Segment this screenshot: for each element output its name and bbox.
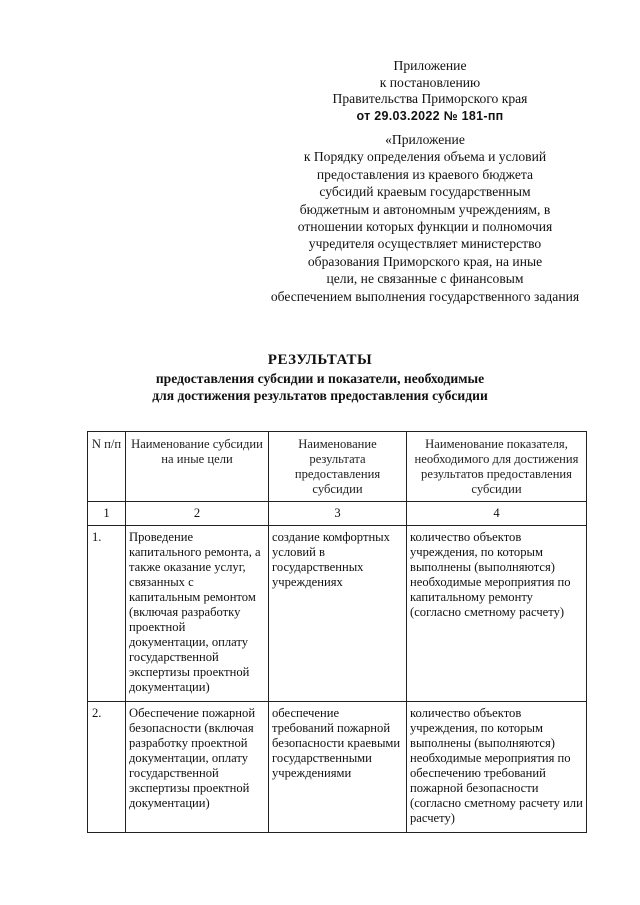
row-index: 1. xyxy=(88,526,126,702)
header-line-appendix: Приложение xyxy=(393,58,467,73)
appendix-line: отношении которых функции и полномочия xyxy=(297,219,553,235)
appendix-line: учредителя осуществляет министерство xyxy=(308,236,542,252)
appendix-line: цели, не связанные с финансовым xyxy=(326,271,524,287)
row-result: создание комфортных условий в государственных учреждениях xyxy=(269,526,407,702)
row-subsidy: Проведение капитального ремонта, а также оказание услуг, связанных с капитальным ремонтом (включая разработку проектной документации, оплату государственной экспертизы проектной документации) xyxy=(126,526,269,702)
table-row xyxy=(88,702,587,833)
row-index: 2. xyxy=(88,702,126,833)
appendix-line: «Приложение xyxy=(385,132,465,147)
table-header-row xyxy=(88,432,587,502)
resolution-header xyxy=(240,58,620,124)
column-number: 3 xyxy=(269,502,407,526)
column-number: 4 xyxy=(407,502,587,526)
title-subtitle-line1: предоставления субсидии и показатели, необходимые xyxy=(155,371,485,386)
row-indicator: количество объектов учреждения, по которым выполнены (выполняются) необходимые мероприятия по обеспечению требований пожарной безопасности (согласно сметному расчету или расчету) xyxy=(407,702,587,833)
title-subtitle-line2: для достижения результатов предоставления субсидии xyxy=(152,388,488,403)
table-row xyxy=(88,526,587,702)
header-cell-result: Наименование результата предоставления субсидии xyxy=(269,432,407,502)
resolution-date-number: от 29.03.2022 № 181-пп xyxy=(356,108,504,123)
column-number: 2 xyxy=(126,502,269,526)
appendix-line: предоставления из краевого бюджета xyxy=(316,166,534,182)
header-line-to-resolution: к постановлению xyxy=(379,74,481,90)
title-main: РЕЗУЛЬТАТЫ xyxy=(267,352,373,368)
appendix-line: бюджетным и автономным учреждениям, в xyxy=(299,201,551,217)
results-table xyxy=(87,431,587,833)
row-result: обеспечение требований пожарной безопасности краевыми государственными учреждениями xyxy=(269,702,407,833)
header-cell-number: N п/п xyxy=(88,432,126,502)
column-number: 1 xyxy=(88,502,126,526)
appendix-line: субсидий краевым государственным xyxy=(319,184,531,200)
appendix-reference xyxy=(240,131,610,305)
document-title xyxy=(0,350,640,404)
appendix-line: к Порядку определения объема и условий xyxy=(303,149,547,165)
row-indicator: количество объектов учреждения, по которым выполнены (выполняются) необходимые мероприятия по капитальному ремонту (согласно сметному расчету) xyxy=(407,526,587,702)
appendix-line: образования Приморского края, на иные xyxy=(307,253,543,269)
row-subsidy: Обеспечение пожарной безопасности (включая разработку проектной документации, оплату государственной экспертизы проектной документации) xyxy=(126,702,269,833)
header-cell-indicator: Наименование показателя, необходимого для достижения результатов предоставления субсидии xyxy=(407,432,587,502)
header-cell-subsidy: Наименование субсидии на иные цели xyxy=(126,432,269,502)
header-line-government: Правительства Приморского края xyxy=(332,91,528,106)
column-number-row xyxy=(88,502,587,526)
appendix-line: обеспечением выполнения государственного задания xyxy=(270,288,580,304)
